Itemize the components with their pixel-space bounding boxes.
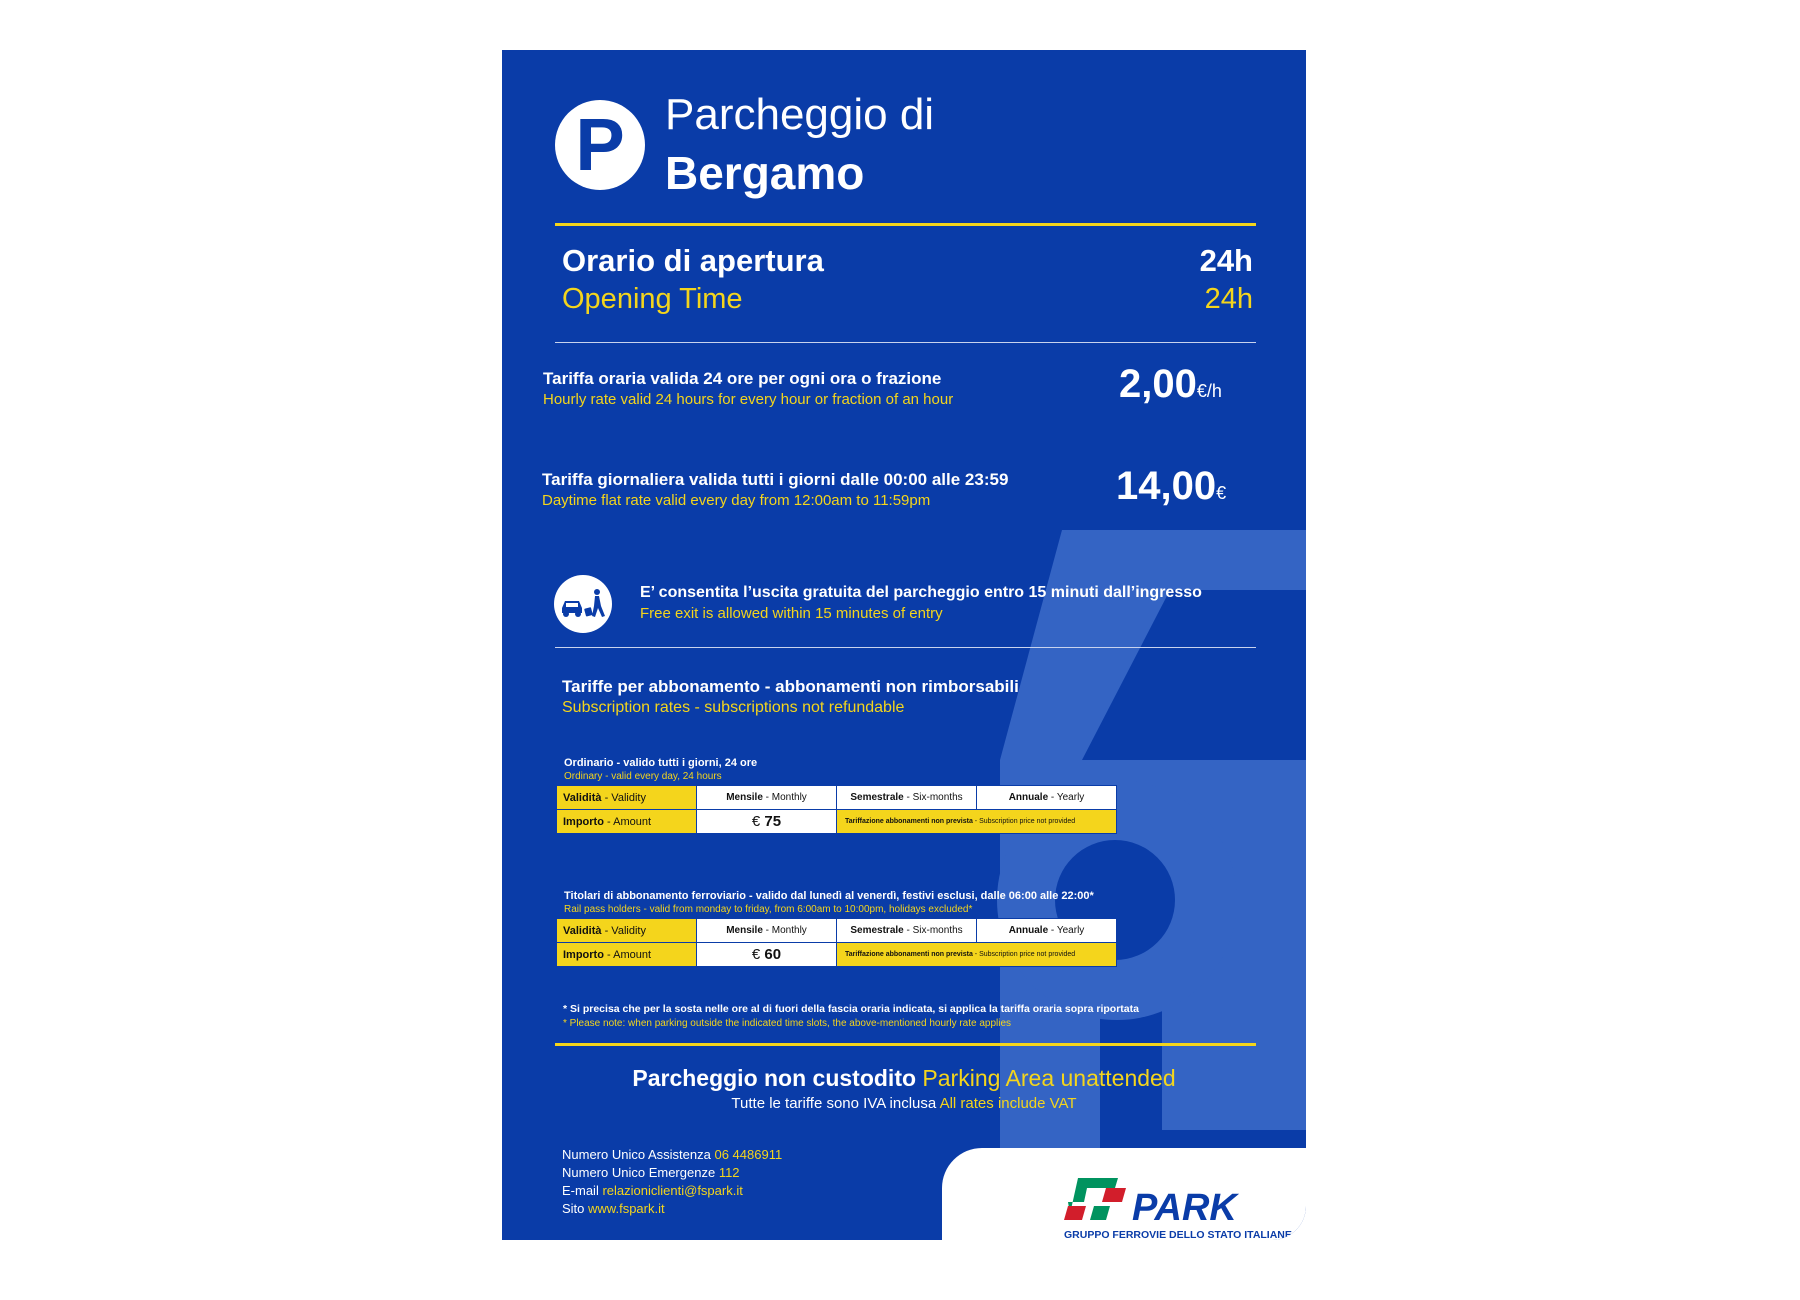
divider-yellow-bottom [555, 1043, 1256, 1046]
opening-value-en: 24h [1204, 283, 1253, 315]
six-months-cell: Semestrale - Six-months [837, 919, 977, 943]
contact-website: Sito www.fspark.it [562, 1201, 665, 1216]
free-exit-it: E’ consentita l’uscita gratuita del parcheggio entro 15 minuti dall’ingresso [640, 584, 1202, 601]
unattended-notice [502, 1065, 1306, 1092]
vat-en: All rates include VAT [939, 1095, 1077, 1112]
amount-cell: Importo - Amount [557, 943, 697, 967]
background-p-watermark [502, 50, 1306, 1240]
title-line-1: Parcheggio di [665, 90, 935, 139]
hourly-price-unit: €/h [1196, 381, 1222, 401]
validity-cell: Validità - Validity [557, 786, 697, 810]
amount-cell: Importo - Amount [557, 810, 697, 834]
table-row [557, 786, 1117, 810]
footnote-it: * Si precisa che per la sosta nelle ore al di fuori della fascia oraria indicata, si applica la tariffa oraria sopra riportata [563, 1003, 1139, 1015]
daily-price-unit: € [1216, 483, 1227, 503]
contacts-block [562, 1146, 782, 1218]
title-city: Bergamo [665, 147, 865, 199]
validity-cell: Validità - Validity [557, 919, 697, 943]
monthly-cell: Mensile - Monthly [697, 786, 837, 810]
monthly-price-cell: € 75 [697, 810, 837, 834]
table-row [557, 943, 1117, 967]
price-not-provided-cell: Tariffazione abbonamenti non prevista - Subscription price not provided [837, 943, 1117, 967]
table-row [557, 810, 1117, 834]
parking-sign-icon: P [555, 100, 645, 190]
fs-mark-icon [1064, 1178, 1126, 1220]
divider-opening [555, 342, 1256, 343]
table-row [557, 919, 1117, 943]
ordinary-title-it: Ordinario - valido tutti i giorni, 24 ore [564, 757, 758, 769]
hourly-rate-en: Hourly rate valid 24 hours for every hour or fraction of an hour [543, 391, 954, 408]
divider-free-exit [555, 647, 1256, 648]
contact-assistance: Numero Unico Assistenza 06 4486911 [562, 1147, 783, 1162]
hourly-rate-it: Tariffa oraria valida 24 ore per ogni ora o frazione [543, 369, 942, 388]
unattended-en: Parking Area unattended [922, 1065, 1176, 1091]
six-months-cell: Semestrale - Six-months [837, 786, 977, 810]
free-exit-en: Free exit is allowed within 15 minutes of entry [640, 605, 943, 622]
parking-info-poster [502, 50, 1306, 1240]
yearly-cell: Annuale - Yearly [977, 919, 1117, 943]
rail-title-it: Titolari di abbonamento ferroviario - valido dal lunedì al venerdì, festivi esclusi, dalle 06:00 alle 22:00* [564, 890, 1094, 902]
logo-tagline: GRUPPO FERROVIE DELLO STATO ITALIANE [1064, 1229, 1292, 1241]
monthly-cell: Mensile - Monthly [697, 919, 837, 943]
ordinary-title-en: Ordinary - valid every day, 24 hours [564, 771, 722, 782]
daily-price [1116, 464, 1226, 509]
yearly-cell: Annuale - Yearly [977, 786, 1117, 810]
logo-brand-text: PARK [1132, 1187, 1237, 1229]
fs-park-logo [1054, 1162, 1294, 1240]
daily-rate-en: Daytime flat rate valid every day from 12:00am to 11:59pm [542, 492, 931, 509]
car-and-pedestrian-icon [554, 575, 612, 633]
unattended-it: Parcheggio non custodito [632, 1065, 917, 1091]
rail-rates-table [556, 918, 1117, 967]
contact-email: E-mail relazioniclienti@fspark.it [562, 1183, 743, 1198]
price-not-provided-cell: Tariffazione abbonamenti non prevista - Subscription price not provided [837, 810, 1117, 834]
footnote-en: * Please note: when parking outside the indicated time slots, the above-mentioned hourly rate applies [563, 1018, 1012, 1029]
hourly-price-value: 2,00 [1119, 362, 1197, 406]
ordinary-rates-table [556, 785, 1117, 834]
opening-label-en: Opening Time [562, 283, 743, 315]
contact-emergency: Numero Unico Emergenze 112 [562, 1165, 740, 1180]
daily-rate-it: Tariffa giornaliera valida tutti i giorni dalle 00:00 alle 23:59 [542, 470, 1009, 489]
divider-yellow-top [555, 223, 1256, 226]
subscriptions-heading-it: Tariffe per abbonamento - abbonamenti non rimborsabili [562, 677, 1019, 696]
opening-label-it: Orario di apertura [562, 243, 824, 278]
subscriptions-heading-en: Subscription rates - subscriptions not refundable [562, 699, 905, 716]
vat-notice [502, 1095, 1306, 1112]
opening-value-it: 24h [1199, 243, 1253, 278]
rail-title-en: Rail pass holders - valid from monday to friday, from 6:00am to 10:00pm, holidays excluded* [564, 904, 973, 915]
hourly-price [1119, 362, 1222, 407]
monthly-price-cell: € 60 [697, 943, 837, 967]
vat-it: Tutte le tariffe sono IVA inclusa [731, 1095, 937, 1112]
daily-price-value: 14,00 [1116, 464, 1217, 508]
